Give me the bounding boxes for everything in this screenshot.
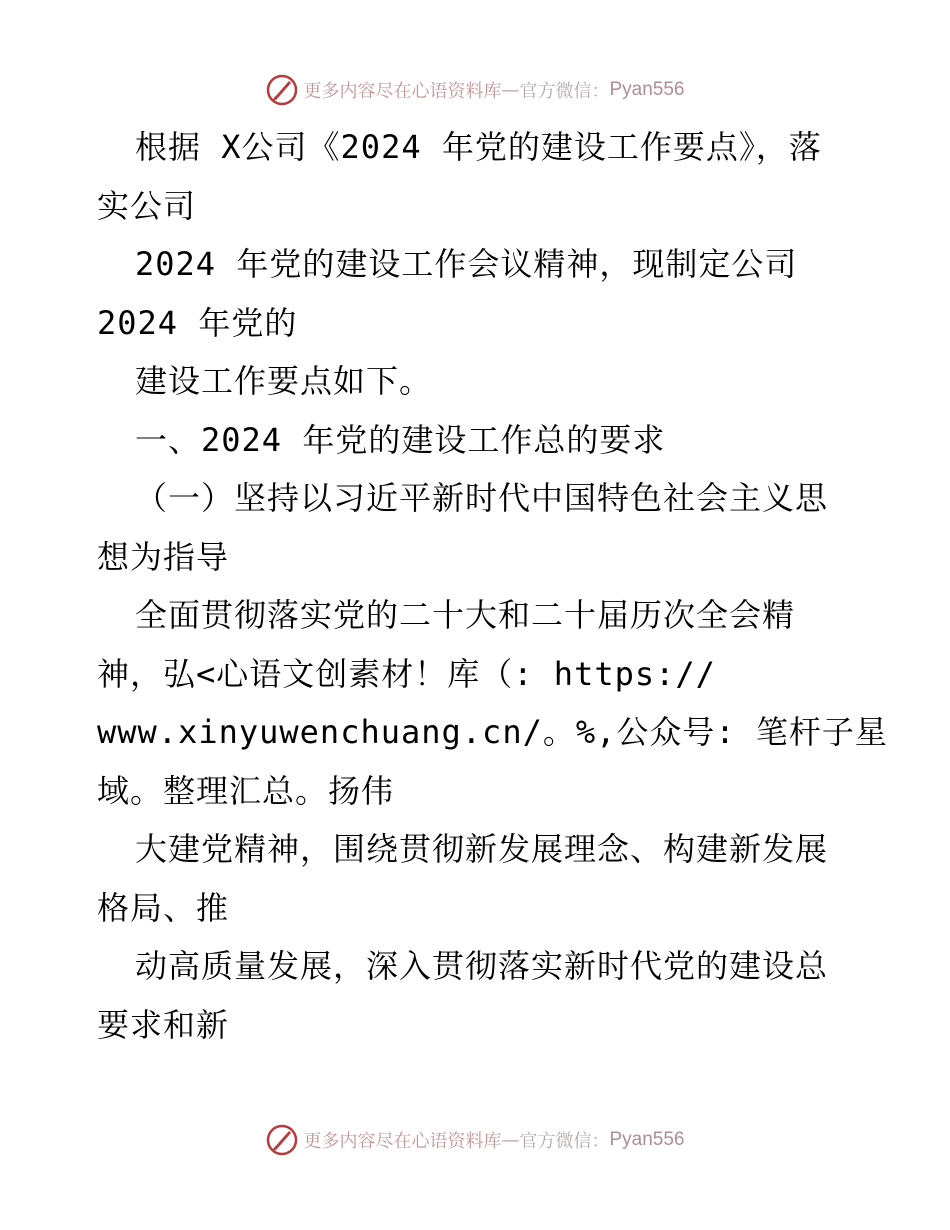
document-body xyxy=(97,118,888,1054)
text-line: 2024 年党的 xyxy=(97,303,298,342)
watermark-main-text: 更多内容尽在心语资料库 xyxy=(303,1131,502,1152)
watermark-banner-bottom xyxy=(0,1120,950,1160)
watermark-dash: — xyxy=(501,79,520,101)
text-line: 建设工作要点如下。 xyxy=(135,362,433,400)
subsection-heading: （一）坚持以习近平新时代中国特色社会主义思 xyxy=(135,479,829,517)
text-line: www.xinyuwenchuang.cn/。%,公众号: 笔杆子星 xyxy=(97,713,888,751)
watermark-banner-top xyxy=(0,70,950,110)
watermark-main-text: 更多内容尽在心语资料库 xyxy=(303,81,502,102)
text-line: 全面贯彻落实党的二十大和二十届历次全会精 xyxy=(135,596,796,634)
text-line: 根据 X公司《2024 年党的建设工作要点》，落 xyxy=(135,128,822,166)
text-line: 要求和新 xyxy=(97,1005,230,1044)
watermark-sub-text: 官方微信： xyxy=(519,81,610,102)
text-line: 格局、推 xyxy=(97,888,230,927)
watermark-account: Pyan556 xyxy=(609,79,685,100)
text-line: 神，弘<心语文创素材！库（: https:// xyxy=(97,654,716,693)
text-line: 域。整理汇总。扬伟 xyxy=(97,771,395,810)
text-line: 实公司 xyxy=(97,186,197,225)
text-line: 大建党精神，围绕贯彻新发展理念、构建新发展 xyxy=(135,830,829,868)
watermark-dash: — xyxy=(501,1129,520,1151)
quill-logo-icon xyxy=(265,1123,299,1157)
section-heading: 一、2024 年党的建设工作总的要求 xyxy=(135,420,666,459)
text-line: 2024 年党的建设工作会议精神，现制定公司 xyxy=(135,245,798,283)
text-line: 动高质量发展，深入贯彻落实新时代党的建设总 xyxy=(135,947,829,985)
text-line: 想为指导 xyxy=(97,537,230,576)
watermark-account: Pyan556 xyxy=(609,1129,685,1150)
quill-logo-icon xyxy=(265,73,299,107)
watermark-sub-text: 官方微信： xyxy=(519,1131,610,1152)
